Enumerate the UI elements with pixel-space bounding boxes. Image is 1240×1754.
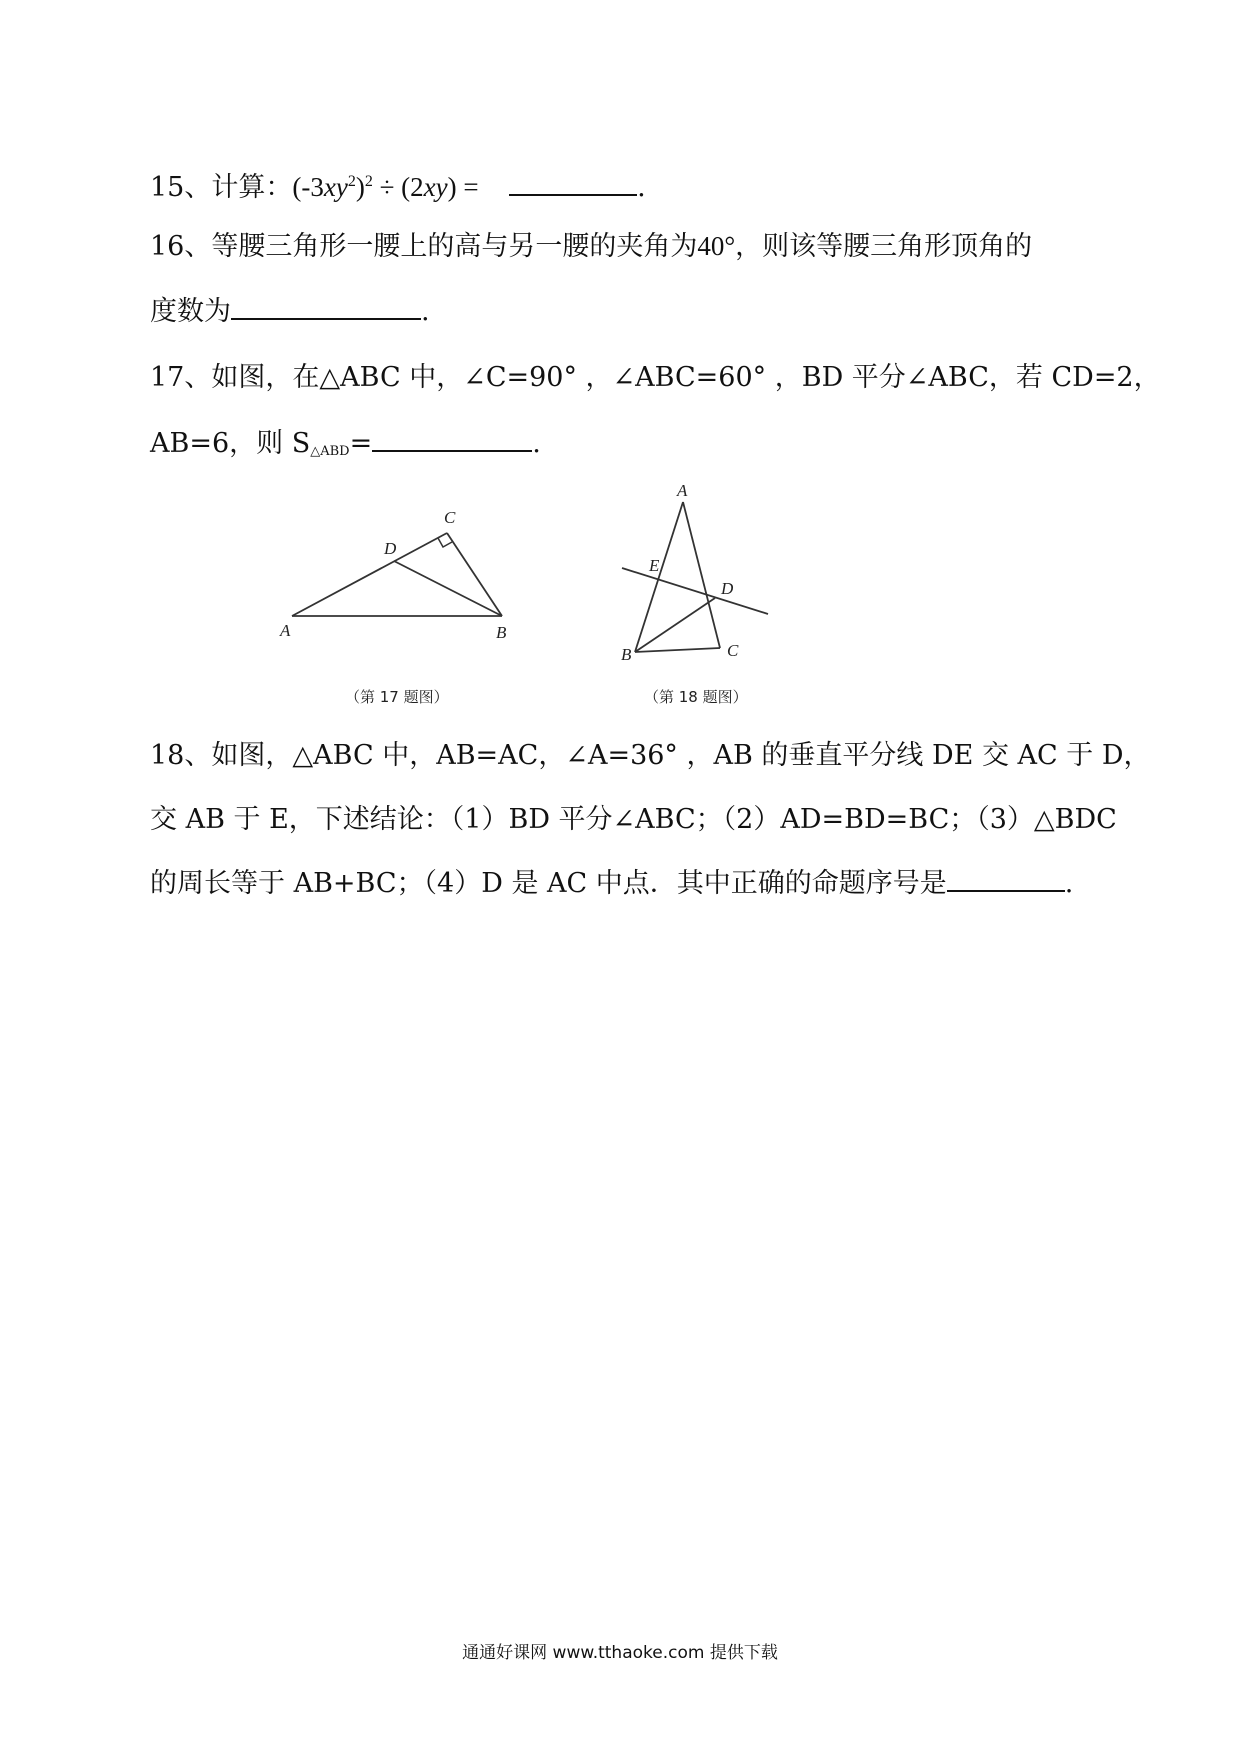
page-footer: 通通好课网 www.tthaoke.com 提供下载: [462, 1643, 778, 1663]
fig18-label-C: C: [727, 641, 739, 660]
fig18-label-B: B: [621, 645, 632, 664]
question-15: [150, 162, 646, 208]
q16-suffix: .: [421, 296, 430, 327]
q15-prefix: 15、计算：: [150, 172, 293, 203]
question-16-line-1: [150, 226, 1032, 267]
q17-area-subscript: △ABD: [310, 444, 350, 459]
q16-angle: 40°: [697, 231, 736, 261]
q16-answer-blank[interactable]: [231, 292, 421, 320]
question-18-line-1: [150, 736, 1151, 776]
figure-17-caption: （第 17 题图）: [345, 688, 449, 706]
fig18-label-A: A: [677, 482, 688, 500]
q17-text-a: 17、如图，在△ABC 中，∠C=90° ，∠ABC=60° ，BD 平分∠ABC，若 CD=2，: [150, 362, 1161, 393]
q18-suffix: .: [1064, 868, 1074, 899]
q18-text-c: 的周长等于 AB+BC；（4）D 是 AC 中点．其中正确的命题序号是: [150, 868, 947, 899]
fig18-label-E: E: [649, 556, 660, 575]
fig17-label-A: A: [280, 621, 291, 640]
fig17-label-C: C: [444, 508, 456, 527]
q16-text-a: 16、等腰三角形一腰上的高与另一腰的夹角为: [150, 231, 698, 262]
question-16-line-2: [150, 292, 430, 332]
q18-answer-blank[interactable]: [947, 864, 1065, 892]
q17-text-b: AB=6，则 S: [150, 428, 311, 459]
fig18-label-D: D: [721, 579, 734, 598]
question-18-line-3: [150, 864, 1073, 904]
question-17-line-1: [150, 358, 1161, 398]
q15-expression: $(-3xy^2)^2 \div (2xy)$ =: [292, 172, 479, 202]
q17-suffix: .: [532, 428, 541, 459]
q15-answer-blank[interactable]: [509, 168, 637, 196]
q16-text-c: 度数为: [150, 296, 231, 327]
q15-suffix: .: [637, 172, 646, 203]
q18-text-a: 18、如图，△ABC 中，AB=AC，∠A=36° ，AB 的垂直平分线 DE 交 AC 于 D，: [150, 740, 1151, 771]
q17-equals: =: [349, 428, 373, 459]
q16-text-b: ，则该等腰三角形顶角的: [735, 231, 1033, 262]
fig17-label-D: D: [384, 539, 397, 558]
figure-18-caption: （第 18 题图）: [644, 688, 748, 706]
q17-answer-blank[interactable]: [372, 424, 532, 452]
figure-18: [615, 482, 775, 667]
question-17-line-2: [150, 424, 541, 472]
figure-17: [272, 498, 522, 648]
q18-text-b: 交 AB 于 E，下述结论：（1）BD 平分∠ABC；（2）AD=BD=BC；（3）△BDC: [150, 804, 1117, 835]
fig17-label-B: B: [496, 623, 507, 642]
question-18-line-2: [150, 800, 1117, 840]
